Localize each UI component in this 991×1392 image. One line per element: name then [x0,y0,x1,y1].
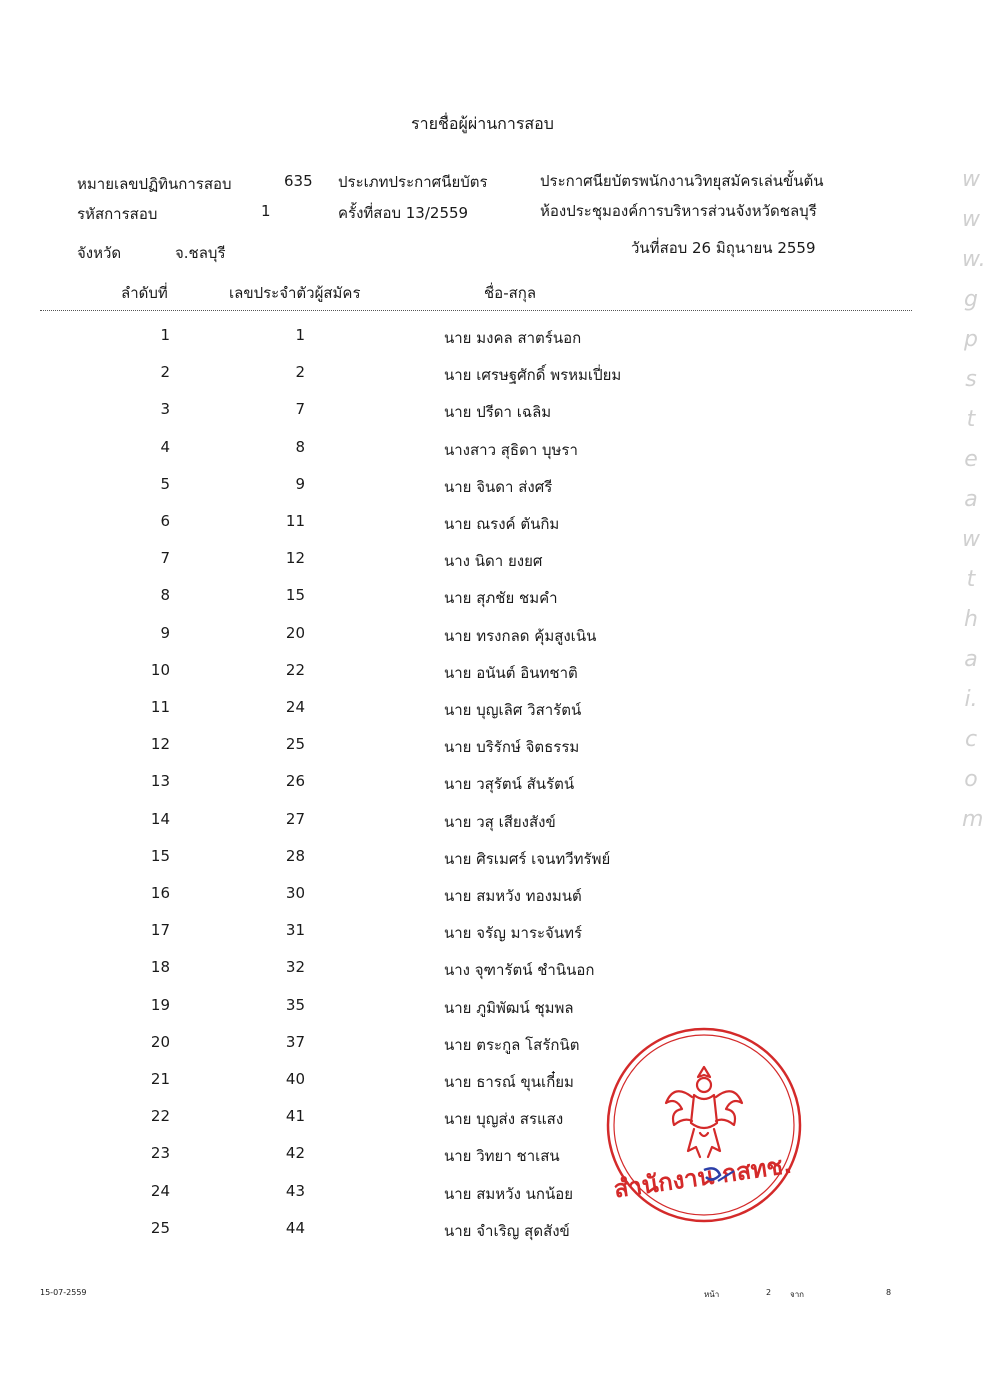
row-applicant-id: 42 [285,1144,305,1163]
row-name: นาย มงคล สาตร์นอก [444,329,582,347]
table-row [0,512,991,542]
page-number: 2 [766,1288,772,1297]
row-applicant-id: 28 [285,846,305,865]
row-name: นาย บุญส่ง สรแสง [444,1110,564,1129]
row-order: 12 [150,735,170,754]
table-row [0,400,991,430]
row-applicant-id: 30 [285,884,305,902]
row-order: 8 [160,586,170,605]
table-row [0,1182,991,1212]
row-applicant-id: 8 [295,437,305,456]
row-order: 21 [150,1070,170,1088]
footer-date: 15-07-2559 [40,1288,87,1297]
row-name: นาง นิดา ยงยศ [444,552,543,571]
row-name: นาย ปรีดา เฉลิม [444,403,552,422]
cert-type-label: ประเภทประกาศนียบัตร [338,173,488,191]
row-name: นาย ตระกูล โสรักนิต [444,1035,580,1054]
row-name: นาย ณรงค์ ตันกิม [444,515,560,533]
page-label: หน้า [704,1290,720,1299]
table-row [0,326,991,356]
row-applicant-id: 31 [285,921,305,940]
row-applicant-id: 22 [285,660,305,679]
row-name: นาย อนันต์ อินทชาติ [444,663,578,682]
table-row [0,735,991,765]
row-name: นาย บริรักษ์ จิตธรรม [444,738,580,757]
table-row [0,1219,991,1249]
row-name: นาย ภูมิพัฒน์ ชุมพล [444,998,574,1017]
row-order: 17 [150,921,170,940]
row-order: 14 [150,809,170,828]
session-text: ครั้งที่สอบ 13/2559 [338,204,469,222]
row-order: 22 [150,1107,170,1126]
table-row [0,884,991,914]
row-applicant-id: 15 [285,586,305,605]
row-order: 20 [150,1032,170,1051]
row-order: 13 [150,772,170,791]
row-applicant-id: 20 [285,623,305,642]
page-title: รายชื่อผู้ผ่านการสอบ [411,114,554,133]
table-row [0,586,991,616]
row-order: 2 [160,363,170,382]
row-name: นาย สมหวัง นกน้อย [444,1184,574,1203]
exam-date: วันที่สอบ 26 มิถุนายน 2559 [631,239,816,257]
row-name: นาย วสุ เสียงสังข์ [444,812,556,831]
row-applicant-id: 27 [285,809,305,828]
row-name: นาง จุฑารัตน์ ชำนินอก [444,961,595,980]
row-name: นาย สมหวัง ทองมนต์ [444,887,582,905]
row-order: 19 [150,995,170,1014]
watermark: www.gpsteawthai.com [962,167,986,832]
row-order: 4 [160,437,170,456]
row-applicant-id: 40 [285,1070,305,1088]
row-order: 16 [150,884,170,902]
row-order: 9 [160,623,170,642]
row-applicant-id: 11 [285,512,305,530]
row-applicant-id: 1 [295,326,305,344]
row-name: นาย จรัญ มาระจันทร์ [444,924,583,943]
row-applicant-id: 24 [285,698,305,716]
table-row [0,810,991,840]
row-applicant-id: 44 [285,1218,305,1237]
table-row [0,661,991,691]
row-order: 11 [150,698,170,716]
table-row [0,847,991,877]
column-header-order: ลำดับที่ [121,284,168,302]
row-order: 23 [150,1144,170,1163]
row-order: 10 [150,660,170,679]
row-applicant-id: 43 [285,1181,305,1200]
table-row [0,1144,991,1174]
row-order: 25 [150,1218,170,1237]
exam-event-label: หมายเลขปฏิทินการสอบ [77,175,232,193]
row-applicant-id: 41 [285,1107,305,1126]
table-row [0,624,991,654]
table-row [0,475,991,505]
exam-code-value: 1 [261,202,271,220]
table-row [0,921,991,951]
table-row [0,772,991,802]
table-row [0,996,991,1026]
exam-location: ห้องประชุมองค์การบริหารส่วนจังหวัดชลบุรี [540,202,817,220]
row-applicant-id: 25 [285,735,305,754]
row-order: 6 [160,512,170,530]
row-order: 24 [150,1181,170,1200]
row-name: นางสาว สุธิดา บุษรา [444,440,578,459]
row-order: 1 [160,326,170,344]
cert-name: ประกาศนียบัตรพนักงานวิทยุสมัครเล่นขั้นต้น [540,172,824,190]
exam-code-label: รหัสการสอบ [77,205,158,223]
table-row [0,958,991,988]
column-header-applicant-id: เลขประจำตัวผู้สมัคร [229,284,361,302]
garuda-seal-icon [604,1025,804,1225]
row-name: นาย วิทยา ชาเสน [444,1147,560,1166]
row-applicant-id: 9 [295,474,305,493]
province-label: จังหวัด [77,244,122,262]
row-applicant-id: 7 [295,400,305,419]
of-label: จาก [790,1290,805,1299]
exam-event-value: 635 [284,172,313,190]
row-name: นาย ธารณ์ ขุนเกี๋ยม [444,1073,574,1091]
column-header-name: ชื่อ-สกุล [484,284,537,302]
row-name: นาย จินดา ส่งศรี [444,477,553,496]
total-pages: 8 [886,1288,892,1297]
svg-text:สำนักงาน กสทช.: สำนักงาน กสทช. [612,1150,794,1204]
row-name: นาย บุญเลิศ วิสารัตน์ [444,701,582,719]
province-value: จ.ชลบุรี [175,244,226,262]
row-name: นาย ทรงกลด คุ้มสูงเนิน [444,626,597,645]
row-order: 7 [160,549,170,568]
row-applicant-id: 26 [285,772,305,791]
row-name: นาย ศิรเมศร์ เจนทวีทรัพย์ [444,849,611,868]
row-name: นาย สุภชัย ชมคำ [444,589,558,608]
table-row [0,1070,991,1100]
row-applicant-id: 2 [295,363,305,382]
row-name: นาย จำเริญ สุดสังข์ [444,1221,570,1240]
row-name: นาย เศรษฐศักดิ์ พรหมเปี่ยม [444,366,622,385]
row-order: 5 [160,474,170,493]
row-applicant-id: 37 [285,1032,305,1051]
row-order: 3 [160,400,170,419]
table-row [0,1107,991,1137]
row-order: 15 [150,846,170,865]
seal-stamp [604,1025,804,1225]
row-order: 18 [150,958,170,977]
row-applicant-id: 35 [285,995,305,1014]
table-row [0,363,991,393]
table-row [0,698,991,728]
row-applicant-id: 12 [285,549,305,568]
row-applicant-id: 32 [285,958,305,977]
row-name: นาย วสุรัตน์ สันรัตน์ [444,775,575,794]
table-row [0,549,991,579]
table-row [0,1033,991,1063]
table-row [0,438,991,468]
